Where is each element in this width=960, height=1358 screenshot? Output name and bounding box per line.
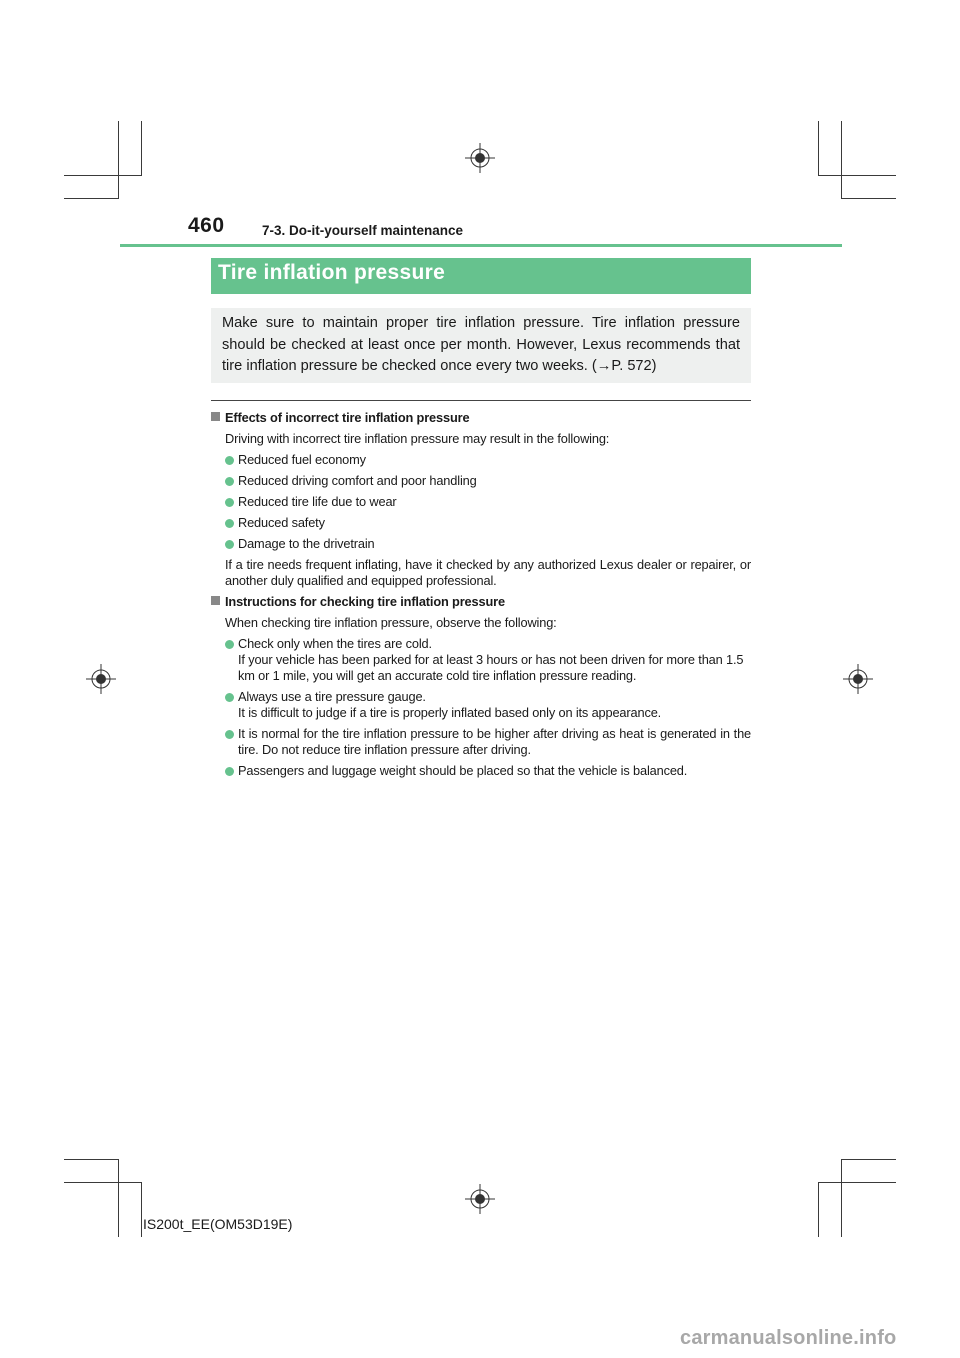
list-item bbox=[225, 515, 751, 531]
list-item bbox=[225, 494, 751, 510]
intro-box bbox=[211, 308, 751, 383]
crop-mark bbox=[64, 1159, 119, 1160]
list-item-detail: If your vehicle has been parked for at least 3 hours or has not been driven for more than 1.5 km or 1 mile, you will get an accurate cold tire inflation pressure reading. bbox=[238, 652, 744, 683]
lead-text: Driving with incorrect tire inflation pressure may result in the following: bbox=[225, 431, 610, 446]
crop-mark bbox=[118, 121, 119, 199]
list-item-text: Reduced safety bbox=[238, 515, 325, 530]
crop-mark bbox=[818, 175, 896, 176]
list-item-main: Check only when the tires are cold. bbox=[238, 636, 432, 651]
lead-text: When checking tire inflation pressure, observe the following: bbox=[225, 615, 557, 630]
circle-bullet-icon bbox=[225, 767, 234, 776]
crop-mark bbox=[818, 1182, 819, 1237]
list-item bbox=[225, 689, 751, 721]
square-bullet-icon bbox=[211, 412, 220, 421]
page-reference-link[interactable]: →P. 572) bbox=[596, 358, 657, 374]
list-item-text bbox=[238, 636, 751, 684]
subsection-heading bbox=[211, 410, 751, 426]
list-item-text: It is normal for the tire inflation pressure to be higher after driving as heat is generated in the tire. Do not reduce tire inflation pressure after driving. bbox=[238, 726, 751, 757]
page-number: 460 bbox=[188, 214, 225, 237]
list-item-text: Reduced fuel economy bbox=[238, 452, 366, 467]
intro-text: Make sure to maintain proper tire inflation pressure. Tire inflation pressure should be checked at least once per month. However, Lexus recommends that tire inflation pressure be checked once every two weeks. ( bbox=[222, 315, 740, 374]
circle-bullet-icon bbox=[225, 540, 234, 549]
circle-bullet-icon bbox=[225, 498, 234, 507]
crop-mark bbox=[141, 121, 142, 175]
crop-mark bbox=[64, 198, 119, 199]
list-item-text: Damage to the drivetrain bbox=[238, 536, 375, 551]
crop-mark bbox=[818, 121, 819, 175]
title-bar bbox=[211, 258, 751, 294]
list-item-text bbox=[238, 689, 751, 721]
list-item bbox=[225, 473, 751, 489]
section-header: 7-3. Do-it-yourself maintenance bbox=[262, 223, 464, 238]
registration-mark-icon bbox=[465, 1184, 495, 1214]
list-item-text: Reduced driving comfort and poor handling bbox=[238, 473, 477, 488]
subsection-heading-text: Instructions for checking tire inflation pressure bbox=[225, 594, 505, 609]
circle-bullet-icon bbox=[225, 640, 234, 649]
crop-mark bbox=[841, 1159, 896, 1160]
crop-mark bbox=[64, 1182, 142, 1183]
list-item-main: Always use a tire pressure gauge. bbox=[238, 689, 426, 704]
subsection-heading bbox=[211, 594, 751, 610]
list-item-text: Passengers and luggage weight should be placed so that the vehicle is balanced. bbox=[238, 763, 688, 778]
list-item bbox=[225, 763, 751, 779]
watermark: carmanualsonline.info bbox=[680, 1327, 897, 1349]
registration-mark-icon bbox=[86, 664, 116, 694]
header-divider bbox=[120, 244, 842, 247]
square-bullet-icon bbox=[211, 596, 220, 605]
crop-mark bbox=[118, 1159, 119, 1237]
registration-mark-icon bbox=[843, 664, 873, 694]
page-title: Tire inflation pressure bbox=[218, 261, 446, 284]
document-code: IS200t_EE(OM53D19E) bbox=[143, 1216, 293, 1232]
main-content bbox=[211, 410, 751, 779]
circle-bullet-icon bbox=[225, 730, 234, 739]
list-item-text: Reduced tire life due to wear bbox=[238, 494, 397, 509]
crop-mark bbox=[141, 1182, 142, 1237]
intro-paragraph bbox=[222, 313, 740, 378]
circle-bullet-icon bbox=[225, 693, 234, 702]
crop-mark bbox=[841, 1159, 842, 1237]
registration-mark-icon bbox=[465, 143, 495, 173]
circle-bullet-icon bbox=[225, 519, 234, 528]
content-divider bbox=[211, 400, 751, 401]
circle-bullet-icon bbox=[225, 456, 234, 465]
closing-text: If a tire needs frequent inflating, have it checked by any authorized Lexus dealer or repairer, or another duly qualified and equipped professional. bbox=[225, 557, 751, 588]
circle-bullet-icon bbox=[225, 477, 234, 486]
crop-mark bbox=[64, 175, 142, 176]
crop-mark bbox=[818, 1182, 896, 1183]
list-item bbox=[225, 452, 751, 468]
list-item bbox=[225, 726, 751, 758]
crop-mark bbox=[841, 198, 896, 199]
subsection-heading-text: Effects of incorrect tire inflation pressure bbox=[225, 410, 470, 425]
list-item-detail: It is difficult to judge if a tire is properly inflated based only on its appearance. bbox=[238, 705, 662, 720]
list-item bbox=[225, 636, 751, 684]
list-item bbox=[225, 536, 751, 552]
crop-mark bbox=[841, 121, 842, 199]
